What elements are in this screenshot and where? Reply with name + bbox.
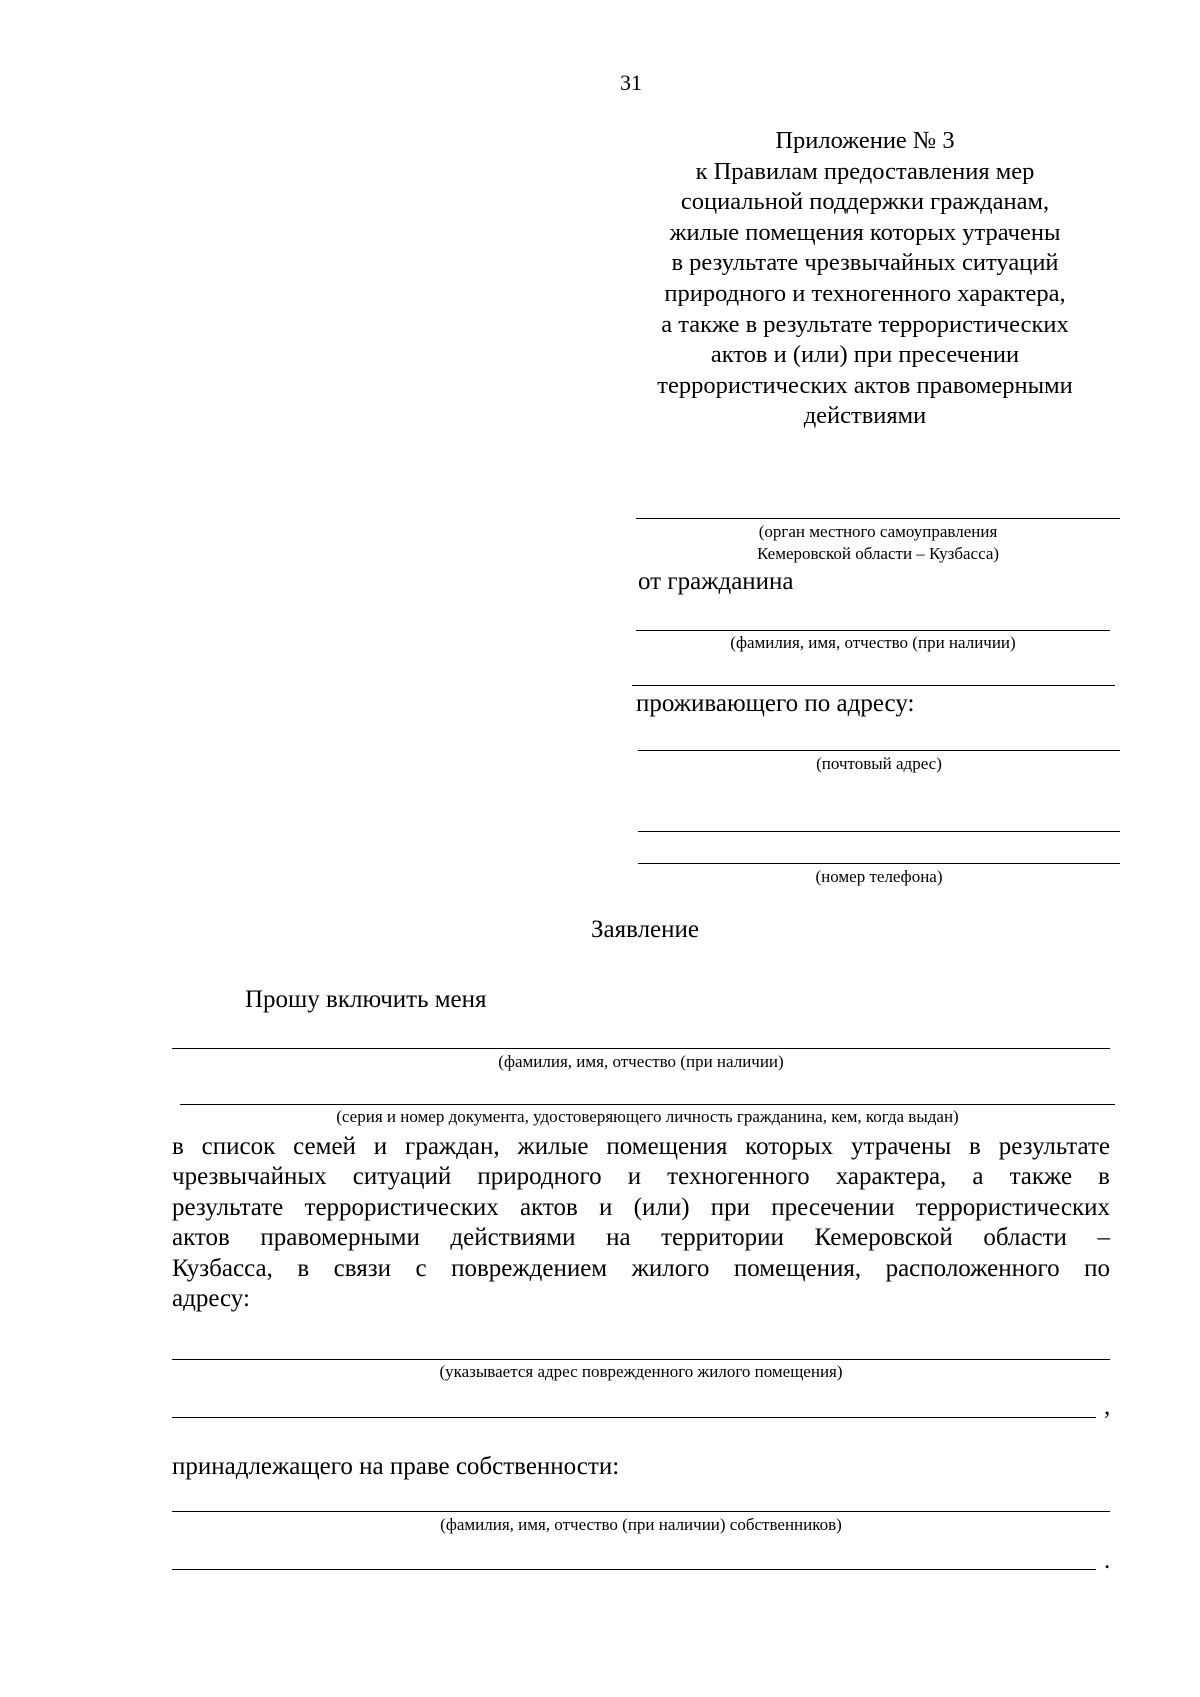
from-citizen-label: от гражданина <box>638 568 794 595</box>
citizen-fio-caption: (фамилия, имя, отчество (при наличии) <box>730 633 1016 652</box>
authority-field-line[interactable] <box>636 518 1120 519</box>
comma-mark: , <box>1104 1393 1111 1420</box>
appendix-line: Приложение № 3 <box>775 127 955 154</box>
appendix-line: актов и (или) при пресечении <box>710 341 1020 369</box>
postal-address-field-line[interactable] <box>638 750 1120 751</box>
residing-at-label: проживающего по адресу: <box>636 690 915 717</box>
appendix-line: жилые помещения которых утрачены <box>669 218 1061 246</box>
paragraph-line: актов правомерными действиями на территории Кемеровской области – <box>172 1224 1110 1252</box>
appendix-line: социальной поддержки гражданам, <box>680 188 1050 216</box>
request-text: Прошу включить меня <box>245 986 487 1013</box>
document-title: Заявление <box>590 916 700 943</box>
appendix-line: к Правилам предоставления мер <box>695 157 1035 185</box>
appendix-line: в результате чрезвычайных ситуаций <box>671 249 1059 277</box>
paragraph-line: в список семей и граждан, жилые помещения которых утрачены в результате <box>172 1133 1110 1160</box>
damaged-address-field-line[interactable] <box>172 1359 1110 1360</box>
paragraph-line: чрезвычайных ситуаций природного и техногенного характера, а также в <box>172 1163 1110 1191</box>
appendix-line: природного и техногенного характера, <box>664 279 1066 307</box>
applicant-fio-field-line[interactable] <box>172 1048 1110 1049</box>
citizen-fio-extra-line[interactable] <box>632 685 1115 686</box>
id-document-caption: (серия и номер документа, удостоверяющего личность гражданина, кем, когда выдан) <box>336 1107 959 1126</box>
period-mark: . <box>1104 1547 1111 1574</box>
paragraph-line: адресу: <box>172 1285 250 1313</box>
owners-extra-line[interactable] <box>172 1569 1096 1570</box>
paragraph-line: результате террористических актов и (или) при пресечении террористических <box>172 1193 1110 1221</box>
request-paragraph <box>172 1132 1110 1314</box>
appendix-line: террористических актов правомерными <box>657 371 1073 399</box>
paragraph-line: Кузбасса, в связи с повреждением жилого помещения, расположенного по <box>172 1254 1110 1282</box>
appendix-header <box>620 126 1110 432</box>
appendix-line: а также в результате террористических <box>661 310 1069 338</box>
page-number: 31 <box>620 70 642 95</box>
id-document-field-line[interactable] <box>180 1104 1115 1105</box>
citizen-fio-field-line[interactable] <box>636 630 1110 631</box>
damaged-address-caption: (указывается адрес поврежденного жилого помещения) <box>439 1362 843 1381</box>
appendix-line: действиями <box>803 402 927 430</box>
ownership-label: принадлежащего на праве собственности: <box>172 1453 620 1480</box>
applicant-fio-caption: (фамилия, имя, отчество (при наличии) <box>498 1052 784 1071</box>
damaged-address-extra-line[interactable] <box>172 1417 1096 1418</box>
postal-address-caption: (почтовый адрес) <box>816 754 942 773</box>
owners-caption: (фамилия, имя, отчество (при наличии) собственников) <box>440 1515 842 1534</box>
authority-caption-2: Кемеровской области – Кузбасса) <box>756 544 1000 563</box>
phone-field-line[interactable] <box>638 863 1120 864</box>
phone-caption: (номер телефона) <box>815 867 943 886</box>
authority-caption-1: (орган местного самоуправления <box>758 522 998 541</box>
postal-address-extra-line[interactable] <box>638 831 1120 832</box>
owners-field-line[interactable] <box>172 1511 1110 1512</box>
